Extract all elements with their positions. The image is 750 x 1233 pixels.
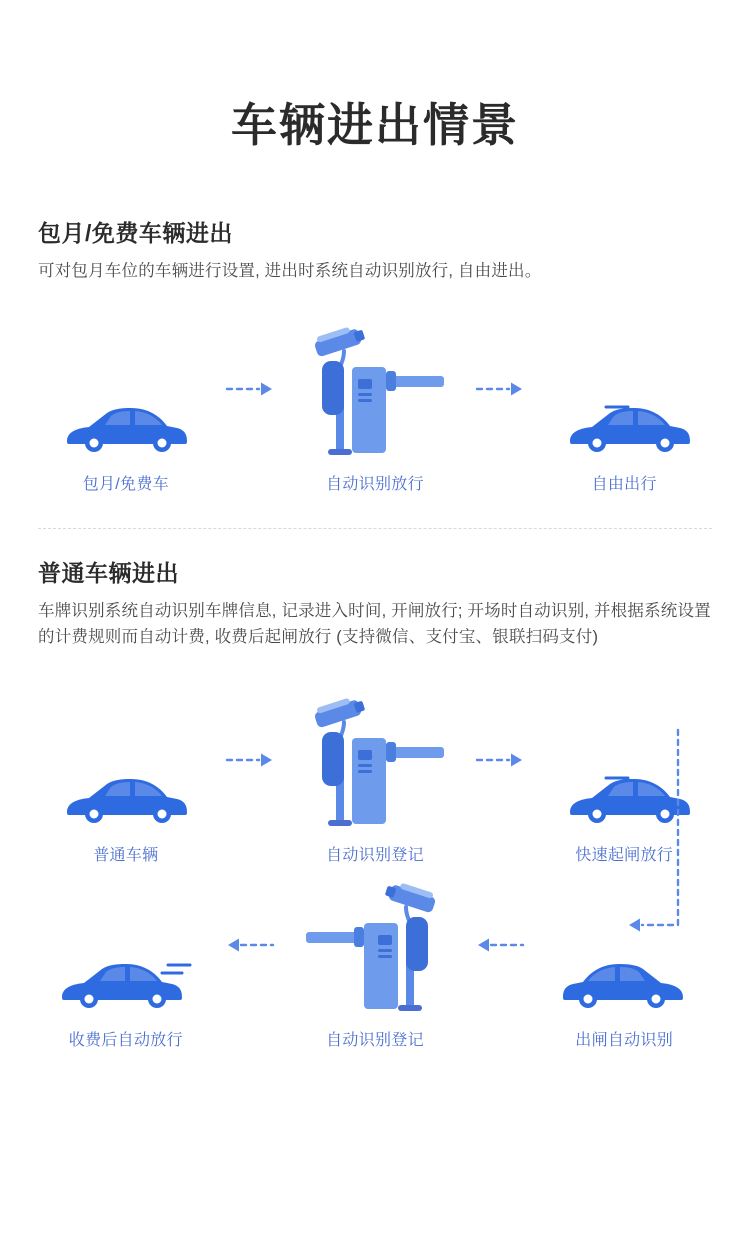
flow-node-caption: 自动识别放行: [326, 475, 424, 493]
flow-arrow-6: [471, 875, 529, 1015]
section-divider: [38, 528, 712, 529]
arrow-left-dashed-icon: [475, 937, 525, 953]
flow-row-entry: [0, 690, 750, 865]
gate-art: [300, 690, 450, 830]
car-moving-art: [554, 690, 694, 830]
section-description: 车牌识别系统自动识别车牌信息, 记录进入时间, 开闸放行; 开场时自动识别, 并根据系统设置的计费规则而自动计费, 收费后起闸放行 (支持微信、支付宝、银联扫码支付): [38, 601, 711, 646]
flow-node-exit-gate: [279, 875, 471, 1050]
flow-node-entry-gate: [279, 690, 471, 865]
flow-node-normal-car: [30, 690, 222, 865]
arrow-right-dashed-icon: [475, 752, 525, 768]
flow-row-exit: [0, 875, 750, 1050]
car-moving-icon: [554, 768, 694, 830]
flow-node-caption: 自动识别登记: [326, 847, 424, 865]
section-description: 可对包月车位的车辆进行设置, 进出时系统自动识别放行, 自由进出。: [38, 262, 542, 281]
car-moving-icon: [554, 397, 694, 459]
car-icon: [61, 397, 191, 459]
flow-node-fast-open: [528, 690, 720, 865]
section-title: 普通车辆进出: [38, 559, 179, 586]
barrier-gate-camera-icon: [300, 319, 450, 459]
flow-monthly-free: [0, 319, 750, 494]
barrier-gate-camera-icon: [300, 690, 450, 830]
car-art: [61, 319, 191, 459]
flow-node-caption: 出闸自动识别: [575, 1032, 674, 1050]
arrow-right-dashed-icon: [225, 381, 275, 397]
flow-node-caption: 自动识别登记: [326, 1032, 424, 1050]
flow-node-caption: 收费后自动放行: [68, 1032, 183, 1050]
car-icon: [61, 768, 191, 830]
flow-normal-vehicle: [0, 690, 750, 1050]
flow-arrow-1: [222, 319, 280, 459]
flow-arrow-4: [471, 690, 529, 830]
gate-art-mirrored: [300, 875, 450, 1015]
flow-arrow-3: [222, 690, 280, 830]
car-left-art: [559, 875, 689, 1015]
car-moving-left-art: [56, 875, 196, 1015]
flow-arrow-5: [222, 875, 280, 1015]
flow-node-caption: 包月/免费车: [82, 475, 169, 493]
section-monthly-free: [0, 215, 750, 284]
section-title: 包月/免费车辆进出: [38, 220, 233, 247]
barrier-gate-camera-mirrored-icon: [300, 875, 450, 1015]
arrow-right-dashed-icon: [475, 381, 525, 397]
flow-node-monthly-gate: [279, 319, 471, 494]
arrow-left-dashed-icon: [225, 937, 275, 953]
flow-node-caption: 普通车辆: [93, 847, 159, 865]
car-moving-art: [554, 319, 694, 459]
flow-node-auto-release: [30, 875, 222, 1050]
flow-node-monthly-exit: [528, 319, 720, 494]
flow-node-caption: 自由出行: [591, 475, 657, 493]
car-art: [61, 690, 191, 830]
arrow-right-dashed-icon: [225, 752, 275, 768]
car-moving-left-icon: [56, 953, 196, 1015]
flow-arrow-2: [471, 319, 529, 459]
flow-node-monthly-car: [30, 319, 222, 494]
page-title: 车辆进出情景: [231, 99, 519, 151]
section-normal-vehicle: [0, 555, 750, 651]
flow-node-caption: 快速起闸放行: [575, 847, 674, 865]
car-left-icon: [559, 953, 689, 1015]
flow-node-exit-recognize: [528, 875, 720, 1050]
gate-art: [300, 319, 450, 459]
